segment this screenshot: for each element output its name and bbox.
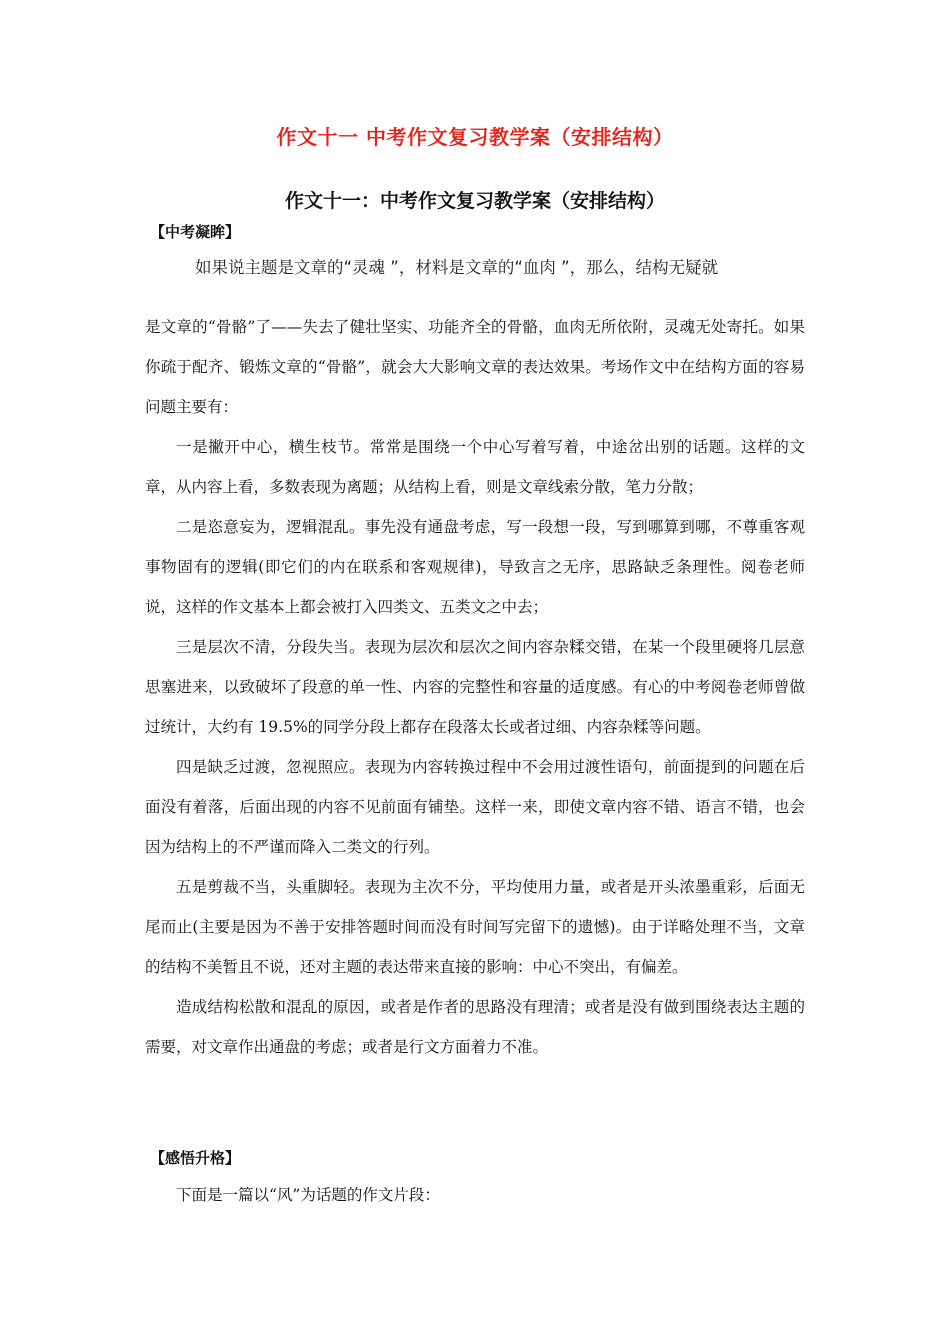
closing-paragraph — [145, 1175, 805, 1215]
paragraph-7: 造成结构松散和混乱的原因，或者是作者的思路没有理清；或者是没有做到围绕表达主题的需要，对文章作出通盘的考虑；或者是行文方面着力不准。 — [145, 998, 805, 1056]
paragraph-2: 一是撇开中心，横生枝节。常常是围绕一个中心写着写着，中途岔出别的话题。这样的文章，从内容上看，多数表现为离题；从结构上看，则是文章线索分散，笔力分散； — [145, 438, 805, 496]
document-title: 作文十一：中考作文复习教学案（安排结构） — [284, 190, 665, 212]
document-title-red: 作文十一 中考作文复习教学案（安排结构） — [276, 125, 674, 149]
closing-line: 下面是一篇以“风”为话题的作文片段： — [176, 1186, 440, 1204]
paragraph-1: 是文章的“骨骼”了——失去了健壮坚实、功能齐全的骨骼，血肉无所依附，灵魂无处寄托。如果你疏于配齐、锻炼文章的“骨骼”，就会大大影响文章的表达效果。考场作文中在结构方面的容易问题主要有： — [145, 318, 805, 416]
paragraph-4: 三是层次不清，分段失当。表现为层次和层次之间内容杂糅交错，在某一个段里硬将几层意思塞进来，以致破坏了段意的单一性、内容的完整性和容量的适度感。有心的中考阅卷老师曾做过统计，大约有 19.5%的同学分段上都存在段落太长或者过细、内容杂糅等问题。 — [145, 638, 805, 736]
body-paragraphs — [145, 307, 805, 1067]
intro-line: 如果说主题是文章的“灵魂 ”，材料是文章的“血肉 ”，那么，结构无疑就 — [195, 258, 719, 277]
paragraph-5: 四是缺乏过渡，忽视照应。表现为内容转换过程中不会用过渡性语句，前面提到的问题在后面没有着落，后面出现的内容不见前面有铺垫。这样一来，即使文章内容不错、语言不错，也会因为结构上的不严谨而降入二类文的行列。 — [145, 758, 805, 856]
paragraph-6: 五是剪裁不当，头重脚轻。表现为主次不分，平均使用力量，或者是开头浓墨重彩，后面无尾而止(主要是因为不善于安排答题时间而没有时间写完留下的遗憾)。由于详略处理不当，文章的结构不美暂且不说，还对主题的表达带来直接的影响：中心不突出，有偏差。 — [145, 878, 805, 976]
section-heading-ganwu-shengge: 【感悟升格】 — [150, 1149, 241, 1167]
paragraph-3: 二是恣意妄为，逻辑混乱。事先没有通盘考虑，写一段想一段，写到哪算到哪，不尊重客观事物固有的逻辑(即它们的内在联系和客观规律)，导致言之无序，思路缺乏条理性。阅卷老师说，这样的作文基本上都会被打入四类文、五类文之中去； — [145, 518, 805, 616]
section-heading-zhongkao-ningmou: 【中考凝眸】 — [150, 223, 241, 241]
